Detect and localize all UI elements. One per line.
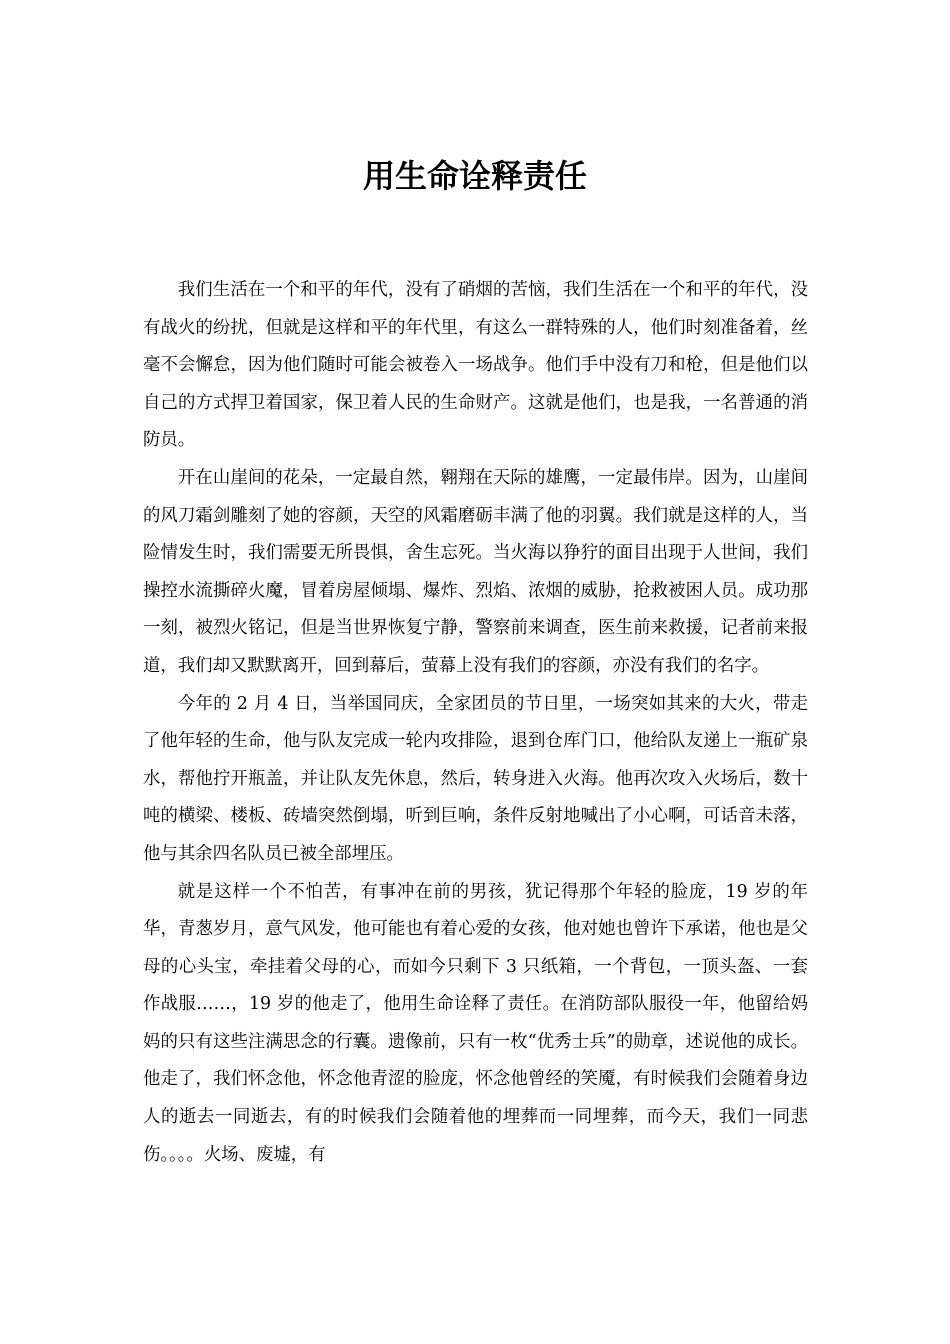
document-body (143, 272, 808, 1174)
document-title: 用生命诠释责任 (362, 157, 587, 195)
paragraph-3: 今年的 2 月 4 日，当举国同庆，全家团员的节日里，一场突如其来的大火，带走了他年轻的生命，他与队友完成一轮内攻排险，退到仓库门口，他给队友递上一瓶矿泉水，帮他拧开瓶盖，并让队友先休息，然后，转身进入火海。他再次攻入火场后，数十吨的横梁、楼板、砖墙突然倒塌，听到巨响，条件反射地喊出了小心啊，可话音未落，他与其余四名队员已被全部埋压。 (143, 693, 808, 864)
paragraph-1: 我们生活在一个和平的年代，没有了硝烟的苦恼，我们生活在一个和平的年代，没有战火的纷扰，但就是这样和平的年代里，有这么一群特殊的人，他们时刻准备着，丝毫不会懈怠，因为他们随时可能会被卷入一场战争。他们手中没有刀和枪，但是他们以自己的方式捍卫着国家，保卫着人民的生命财产。这就是他们，也是我，一名普通的消防员。 (143, 280, 808, 451)
paragraph-2: 开在山崖间的花朵，一定最自然，翱翔在天际的雄鹰，一定最伟岸。因为，山崖间的风刀霜剑雕刻了她的容颜，天空的风霜磨砺丰满了他的羽翼。我们就是这样的人，当险情发生时，我们需要无所畏惧，舍生忘死。当火海以狰狞的面目出现于人世间，我们操控水流撕碎火魔，冒着房屋倾塌、爆炸、烈焰、浓烟的威胁，抢救被困人员。成功那一刻，被烈火铭记，但是当世界恢复宁静，警察前来调查，医生前来救援，记者前来报道，我们却又默默离开，回到幕后，萤幕上没有我们的容颜，亦没有我们的名字。 (143, 467, 808, 676)
paragraph-4: 就是这样一个不怕苦，有事冲在前的男孩，犹记得那个年轻的脸庞，19 岁的年华，青葱岁月，意气风发，他可能也有着心爱的女孩，他对她也曾许下承诺，他也是父母的心头宝，牵挂着父母的心，而如今只剩下 3 只纸箱，一个背包，一顶头盔、一套作战服……，19 岁的他走了，他用生命诠释了责任。在消防部队服役一年，他留给妈妈的只有这些注满思念的行囊。遗像前，只有一枚“优秀士兵”的勋章，述说他的成长。他走了，我们怀念他，怀念他青涩的脸庞，怀念他曾经的笑魇，有时候我们会随着身边人的逝去一同逝去，有的时候我们会随着他的埋葬而一同埋葬，而今天，我们一同悲伤。。。。火场、废墟，有 (143, 881, 808, 1165)
